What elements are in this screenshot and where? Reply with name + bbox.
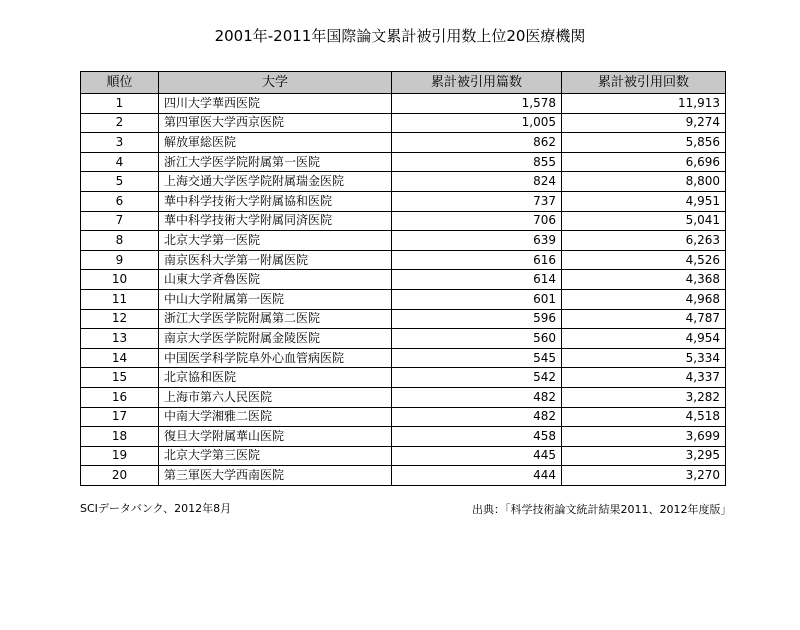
cited-papers-cell: 542 [392, 368, 562, 388]
table-body [81, 94, 726, 486]
table-row [81, 270, 726, 290]
university-cell: 華中科学技術大学附属協和医院 [159, 191, 392, 211]
header-row [81, 72, 726, 94]
rank-cell: 15 [81, 368, 159, 388]
university-cell: 北京大学第一医院 [159, 231, 392, 251]
rank-cell: 3 [81, 133, 159, 153]
citation-count-cell: 3,270 [562, 466, 726, 486]
university-cell: 中南大学湘雅二医院 [159, 407, 392, 427]
citation-count-cell: 3,282 [562, 387, 726, 407]
rank-cell: 18 [81, 427, 159, 447]
cited-papers-cell: 596 [392, 309, 562, 329]
rank-cell: 9 [81, 250, 159, 270]
rank-cell: 6 [81, 191, 159, 211]
cited-papers-cell: 560 [392, 329, 562, 349]
university-cell: 浙江大学医学院附属第二医院 [159, 309, 392, 329]
header-rank: 順位 [81, 72, 159, 94]
citation-count-cell: 4,787 [562, 309, 726, 329]
citation-count-cell: 6,263 [562, 231, 726, 251]
table-row [81, 427, 726, 447]
rank-cell: 5 [81, 172, 159, 192]
rank-cell: 19 [81, 446, 159, 466]
cited-papers-cell: 444 [392, 466, 562, 486]
university-cell: 華中科学技術大学附属同済医院 [159, 211, 392, 231]
table-row [81, 231, 726, 251]
cited-papers-cell: 706 [392, 211, 562, 231]
rank-cell: 16 [81, 387, 159, 407]
table-row [81, 446, 726, 466]
rank-cell: 17 [81, 407, 159, 427]
citation-count-cell: 11,913 [562, 94, 726, 114]
cited-papers-cell: 1,578 [392, 94, 562, 114]
citation-count-cell: 9,274 [562, 113, 726, 133]
cited-papers-cell: 737 [392, 191, 562, 211]
citation-count-cell: 4,526 [562, 250, 726, 270]
table-row [81, 113, 726, 133]
rank-cell: 20 [81, 466, 159, 486]
university-cell: 南京医科大学第一附属医院 [159, 250, 392, 270]
university-cell: 四川大学華西医院 [159, 94, 392, 114]
rank-cell: 14 [81, 348, 159, 368]
cited-papers-cell: 445 [392, 446, 562, 466]
rank-cell: 13 [81, 329, 159, 349]
table-header [81, 72, 726, 94]
rank-cell: 11 [81, 289, 159, 309]
university-cell: 中国医学科学院阜外心血管病医院 [159, 348, 392, 368]
citation-source-note: 出典：｢科学技術論文統計結果2011、2012年度版｣ [472, 503, 726, 516]
rank-cell: 4 [81, 152, 159, 172]
table-row [81, 329, 726, 349]
citation-count-cell: 8,800 [562, 172, 726, 192]
cited-papers-cell: 1,005 [392, 113, 562, 133]
university-cell: 解放軍総医院 [159, 133, 392, 153]
citation-count-cell: 4,968 [562, 289, 726, 309]
cited-papers-cell: 862 [392, 133, 562, 153]
table-row [81, 368, 726, 388]
rank-cell: 1 [81, 94, 159, 114]
university-cell: 上海市第六人民医院 [159, 387, 392, 407]
citation-count-cell: 3,295 [562, 446, 726, 466]
table-row [81, 152, 726, 172]
university-cell: 復旦大学附属華山医院 [159, 427, 392, 447]
cited-papers-cell: 482 [392, 387, 562, 407]
table-row [81, 211, 726, 231]
citation-count-cell: 5,041 [562, 211, 726, 231]
cited-papers-cell: 824 [392, 172, 562, 192]
citation-count-cell: 4,954 [562, 329, 726, 349]
table-row [81, 348, 726, 368]
university-cell: 中山大学附属第一医院 [159, 289, 392, 309]
university-cell: 上海交通大学医学院附属瑞金医院 [159, 172, 392, 192]
rank-cell: 2 [81, 113, 159, 133]
cited-papers-cell: 545 [392, 348, 562, 368]
university-cell: 浙江大学医学院附属第一医院 [159, 152, 392, 172]
university-cell: 北京大学第三医院 [159, 446, 392, 466]
cited-papers-cell: 639 [392, 231, 562, 251]
citation-count-cell: 4,951 [562, 191, 726, 211]
citation-count-cell: 6,696 [562, 152, 726, 172]
citation-count-cell: 3,699 [562, 427, 726, 447]
data-source-note: SCIデータバンク、2012年8月 [80, 502, 232, 515]
cited-papers-cell: 458 [392, 427, 562, 447]
table-row [81, 172, 726, 192]
cited-papers-cell: 855 [392, 152, 562, 172]
citation-count-cell: 4,368 [562, 270, 726, 290]
citation-count-cell: 4,337 [562, 368, 726, 388]
table-row [81, 191, 726, 211]
rank-cell: 8 [81, 231, 159, 251]
rank-cell: 12 [81, 309, 159, 329]
header-citation-count: 累計被引用回数 [562, 72, 726, 94]
page-title: 2001年-2011年国際論文累計被引用数上位20医療機関 [214, 27, 586, 45]
university-cell: 第四軍医大学西京医院 [159, 113, 392, 133]
cited-papers-cell: 482 [392, 407, 562, 427]
table-row [81, 407, 726, 427]
table-row [81, 133, 726, 153]
citation-count-cell: 5,856 [562, 133, 726, 153]
ranking-table [80, 71, 726, 486]
table-row [81, 289, 726, 309]
table-row [81, 309, 726, 329]
table-row [81, 466, 726, 486]
table-row [81, 250, 726, 270]
header-cited-papers: 累計被引用篇数 [392, 72, 562, 94]
citation-count-cell: 5,334 [562, 348, 726, 368]
citation-count-cell: 4,518 [562, 407, 726, 427]
rank-cell: 10 [81, 270, 159, 290]
table-row [81, 94, 726, 114]
cited-papers-cell: 616 [392, 250, 562, 270]
university-cell: 山東大学斉魯医院 [159, 270, 392, 290]
cited-papers-cell: 614 [392, 270, 562, 290]
header-university: 大学 [159, 72, 392, 94]
university-cell: 北京協和医院 [159, 368, 392, 388]
university-cell: 南京大学医学院附属金陵医院 [159, 329, 392, 349]
cited-papers-cell: 601 [392, 289, 562, 309]
rank-cell: 7 [81, 211, 159, 231]
table-row [81, 387, 726, 407]
university-cell: 第三軍医大学西南医院 [159, 466, 392, 486]
